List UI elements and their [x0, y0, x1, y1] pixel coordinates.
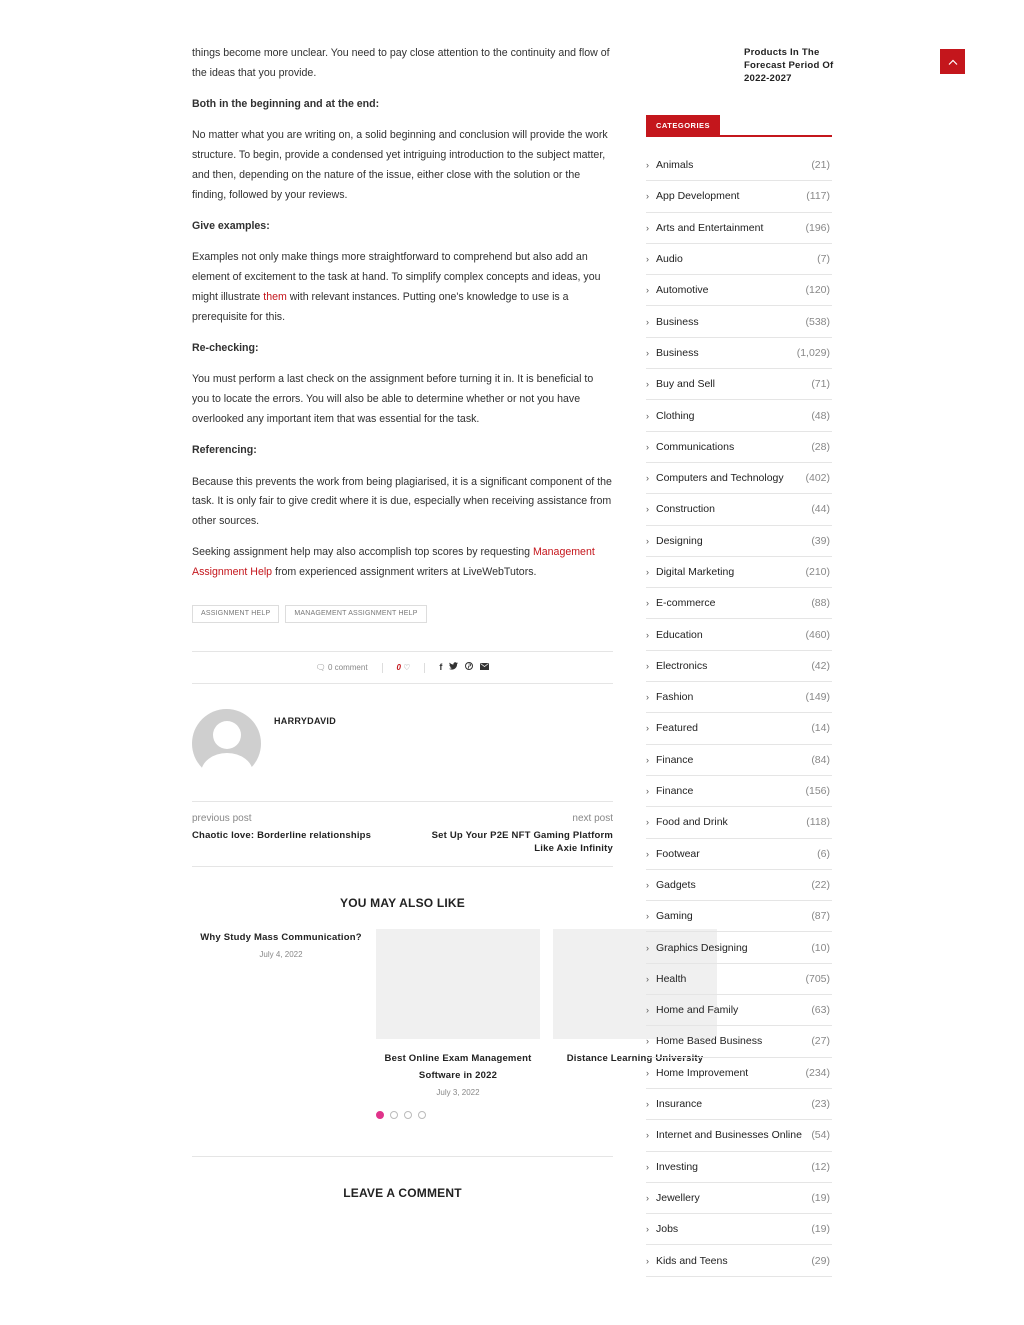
paragraph-text: Examples not only make things more straightforward to comprehend but also add an element of excitement to the task at hand. To simplify complex concepts and ideas, you might illustrate — [192, 251, 601, 303]
like-button[interactable] — [397, 658, 411, 678]
chevron-right-icon: › — [646, 285, 649, 296]
chevron-right-icon: › — [646, 879, 649, 890]
category-link[interactable]: Computers and Technology — [656, 472, 784, 485]
sidebar-category-item[interactable] — [646, 619, 832, 650]
sidebar-category-item[interactable] — [646, 1120, 832, 1151]
category-count: (12) — [811, 1160, 830, 1173]
chevron-right-icon: › — [646, 191, 649, 202]
avatar-shoulders — [201, 753, 253, 793]
next-post-link[interactable]: Set Up Your P2E NFT Gaming Platform Like Axie Infinity — [431, 830, 613, 855]
categories-title: CATEGORIES — [646, 115, 720, 137]
sidebar-category-item[interactable] — [646, 651, 832, 682]
avatar[interactable] — [192, 709, 261, 778]
related-post-date: July 3, 2022 — [436, 1087, 480, 1097]
category-link[interactable]: Digital Marketing — [656, 566, 735, 578]
category-link[interactable]: Communications — [656, 440, 735, 453]
category-link[interactable]: Business — [656, 346, 699, 359]
sidebar-category-item[interactable] — [646, 1089, 832, 1120]
previous-post — [192, 812, 394, 866]
sidebar-category-item[interactable] — [646, 682, 832, 713]
chevron-right-icon: › — [646, 535, 649, 546]
category-count: (705) — [805, 972, 830, 985]
category-link[interactable]: Gadgets — [656, 878, 696, 891]
sidebar-category-item[interactable] — [646, 275, 832, 306]
category-count: (84) — [811, 753, 830, 766]
category-count: (19) — [811, 1223, 830, 1236]
author-name[interactable]: HARRYDAVID — [274, 716, 337, 727]
category-link[interactable]: Investing — [656, 1160, 699, 1173]
category-count: (48) — [811, 409, 830, 422]
chevron-right-icon: › — [646, 222, 649, 233]
sidebar-promo-link[interactable]: Products In The Forecast Period Of 2022-2027 — [744, 47, 834, 84]
category-count: (234) — [805, 1066, 830, 1079]
sidebar-category-item[interactable] — [646, 1245, 832, 1276]
related-post-date: July 4, 2022 — [259, 949, 303, 959]
chevron-right-icon: › — [646, 848, 649, 859]
category-link[interactable]: Home Based Business — [656, 1035, 763, 1048]
category-count: (10) — [811, 941, 830, 954]
paragraph: No matter what you are writing on, a solid beginning and conclusion will provide the work structure. To begin, provide a condensed yet intriguing introduction to the subject matter, and then, depending on the nature of the issue, either close with the solution or the finding, followed by your reviews. — [192, 129, 608, 201]
comment-count: 0 comment — [327, 662, 368, 672]
category-link[interactable]: Food and Drink — [656, 816, 728, 829]
sidebar-category-item[interactable] — [646, 400, 832, 431]
paragraph — [192, 248, 613, 327]
sidebar-category-item[interactable] — [646, 557, 832, 588]
category-count: (22) — [811, 878, 830, 891]
author-box — [192, 709, 613, 802]
post-meta-bar — [192, 651, 613, 684]
chevron-right-icon: › — [646, 1161, 649, 1172]
category-count: (63) — [811, 1004, 830, 1017]
inline-link-them[interactable]: them — [263, 290, 287, 303]
sidebar-category-item[interactable] — [646, 150, 832, 181]
sidebar-category-item[interactable] — [646, 713, 832, 744]
paragraph — [192, 543, 613, 583]
categories-header — [646, 115, 832, 137]
category-link[interactable]: Designing — [656, 534, 703, 547]
chevron-right-icon: › — [646, 1255, 649, 1266]
chevron-right-icon: › — [646, 660, 649, 671]
category-link[interactable]: Internet and Businesses Online — [656, 1129, 802, 1142]
section-heading: Give examples: — [192, 220, 270, 233]
sidebar-category-item[interactable] — [646, 1183, 832, 1214]
avatar-head — [213, 721, 241, 749]
carousel-dot[interactable] — [404, 1111, 412, 1119]
categories-list — [646, 150, 832, 1277]
category-link[interactable]: Audio — [656, 253, 683, 266]
inline-link-management-assignment-help[interactable]: Management Assignment Help — [192, 546, 595, 579]
chevron-right-icon: › — [646, 942, 649, 953]
sidebar-category-item[interactable] — [646, 494, 832, 525]
divider — [192, 1156, 613, 1157]
category-count: (14) — [811, 722, 830, 735]
category-link[interactable]: Gaming — [656, 910, 693, 923]
chevron-right-icon: › — [646, 911, 649, 922]
sidebar-category-item[interactable] — [646, 526, 832, 557]
chevron-right-icon: › — [646, 410, 649, 421]
category-link[interactable]: Featured — [656, 722, 699, 735]
like-count: 0 — [396, 662, 401, 672]
category-count: (1,029) — [796, 346, 830, 359]
comment-count-link[interactable] — [316, 658, 368, 678]
category-link[interactable]: Health — [656, 972, 687, 985]
chevron-right-icon: › — [646, 973, 649, 984]
chevron-up-icon — [948, 59, 958, 65]
category-count: (42) — [811, 659, 830, 672]
category-count: (118) — [806, 816, 830, 829]
sidebar-category-item[interactable] — [646, 463, 832, 494]
section-heading: Both in the beginning and at the end: — [192, 98, 380, 111]
post-tags — [192, 605, 613, 623]
category-count: (210) — [805, 566, 830, 578]
category-link[interactable]: App Development — [656, 190, 740, 203]
section-heading: Re-checking: — [192, 342, 259, 355]
category-link[interactable]: Kids and Teens — [656, 1254, 728, 1267]
category-link[interactable]: Business — [656, 315, 699, 328]
related-post-card — [376, 929, 540, 1100]
post-navigation — [192, 802, 613, 867]
category-count: (19) — [811, 1191, 830, 1204]
carousel-dot[interactable] — [418, 1111, 426, 1119]
sidebar-category-item[interactable] — [646, 369, 832, 400]
category-count: (21) — [811, 159, 830, 172]
chevron-right-icon: › — [646, 347, 649, 358]
chevron-right-icon: › — [646, 316, 649, 327]
category-link[interactable]: Home and Family — [656, 1004, 739, 1017]
category-link[interactable]: Clothing — [656, 409, 695, 422]
chevron-right-icon: › — [646, 1099, 649, 1110]
sidebar-category-item[interactable] — [646, 776, 832, 807]
category-count: (7) — [817, 253, 830, 266]
category-count: (71) — [811, 378, 830, 391]
category-link[interactable]: Home Improvement — [656, 1066, 749, 1079]
sidebar-category-item[interactable] — [646, 244, 832, 275]
paragraph-text: Seeking assignment help may also accomplish top scores by requesting — [192, 546, 533, 559]
category-count: (29) — [811, 1254, 830, 1267]
category-count: (23) — [811, 1098, 830, 1111]
category-count: (117) — [806, 190, 830, 203]
sidebar-category-item[interactable] — [646, 870, 832, 901]
sidebar-category-item[interactable] — [646, 839, 832, 870]
sidebar-category-item[interactable] — [646, 181, 832, 212]
related-post-card — [199, 929, 363, 962]
category-count: (196) — [805, 221, 830, 234]
chevron-right-icon: › — [646, 254, 649, 265]
previous-post-link[interactable]: Chaotic love: Borderline relationships — [192, 830, 372, 842]
tag-assignment-help[interactable]: ASSIGNMENT HELP — [192, 605, 279, 623]
chevron-right-icon: › — [646, 379, 649, 390]
chevron-right-icon: › — [646, 629, 649, 640]
category-count: (149) — [805, 691, 830, 704]
paragraph: things become more unclear. You need to pay close attention to the continuity and flow of the ideas that you provide. — [192, 47, 610, 79]
chevron-right-icon: › — [646, 1192, 649, 1203]
category-count: (538) — [805, 315, 830, 328]
divider — [382, 663, 383, 673]
carousel-dots — [376, 1111, 426, 1119]
category-count: (402) — [805, 472, 830, 485]
paragraph-text: with relevant instances. Putting one's knowledge to use is a prerequisite for this. — [192, 290, 569, 323]
back-to-top-button[interactable] — [940, 49, 965, 74]
category-count: (54) — [811, 1129, 830, 1142]
related-post-thumbnail[interactable] — [376, 929, 540, 1039]
category-link[interactable]: Buy and Sell — [656, 378, 715, 391]
twitter-icon[interactable] — [449, 658, 458, 678]
divider — [424, 663, 425, 673]
category-link[interactable]: Electronics — [656, 659, 708, 672]
category-link[interactable]: Education — [656, 628, 703, 641]
paragraph: Because this prevents the work from being plagiarised, it is a significant component of the task. It is only fair to give credit where it is due, especially when receiving assistance from other sources. — [192, 475, 612, 528]
section-heading: Referencing: — [192, 444, 257, 457]
sidebar-category-item[interactable] — [646, 995, 832, 1026]
sidebar-category-item[interactable] — [646, 306, 832, 337]
sidebar-category-item[interactable] — [646, 432, 832, 463]
category-count: (88) — [811, 597, 830, 610]
chevron-right-icon: › — [646, 567, 649, 577]
chevron-right-icon: › — [646, 598, 649, 609]
category-link[interactable]: Finance — [656, 785, 694, 798]
category-count: (39) — [811, 534, 830, 547]
sidebar-category-item[interactable] — [646, 1026, 832, 1057]
paragraph: You must perform a last check on the assignment before turning it in. It is beneficial to you to locate the errors. You will also be able to determine whether or not you have overlooked any important item that was essential for the task. — [192, 373, 594, 425]
sidebar-category-item[interactable] — [646, 807, 832, 838]
chevron-right-icon: › — [646, 754, 649, 765]
category-count: (44) — [811, 503, 830, 516]
sidebar-category-item[interactable] — [646, 1058, 832, 1089]
category-link[interactable]: Footwear — [656, 847, 700, 860]
chevron-right-icon: › — [646, 1224, 649, 1235]
category-link[interactable]: Animals — [656, 159, 694, 172]
chevron-right-icon: › — [646, 160, 649, 171]
next-post — [411, 812, 613, 866]
sidebar-category-item[interactable] — [646, 1214, 832, 1245]
category-link[interactable]: Insurance — [656, 1098, 703, 1111]
category-count: (156) — [805, 785, 830, 798]
tag-management-assignment-help[interactable]: MANAGEMENT ASSIGNMENT HELP — [285, 605, 426, 623]
leave-comment-title: LEAVE A COMMENT — [343, 1185, 462, 1200]
category-link[interactable]: E-commerce — [656, 597, 716, 610]
category-count: (6) — [817, 847, 830, 860]
sidebar-category-item[interactable] — [646, 964, 832, 995]
sidebar-category-item[interactable] — [646, 588, 832, 619]
category-count: (28) — [811, 440, 830, 453]
category-link[interactable]: Fashion — [656, 691, 694, 704]
chevron-right-icon: › — [646, 504, 649, 515]
sidebar-category-item[interactable] — [646, 901, 832, 932]
related-post-title[interactable]: Why Study Mass Communication? — [200, 931, 362, 943]
chevron-right-icon: › — [646, 1005, 649, 1016]
related-post-title[interactable]: Best Online Exam Management Software in 2022 — [384, 1052, 532, 1081]
chevron-right-icon: › — [646, 1067, 649, 1078]
sidebar-category-item[interactable] — [646, 932, 832, 963]
previous-post-label: previous post — [192, 813, 252, 825]
sidebar-category-item[interactable] — [646, 338, 832, 369]
facebook-icon[interactable]: f — [439, 661, 443, 672]
category-link[interactable]: Automotive — [656, 284, 709, 297]
category-count: (27) — [811, 1035, 830, 1048]
paragraph-text: from experienced assignment writers at LiveWebTutors. — [272, 566, 537, 579]
chevron-right-icon: › — [646, 692, 649, 703]
category-count: (460) — [805, 628, 830, 641]
chevron-right-icon: › — [646, 1130, 649, 1141]
comment-icon: 🗨︎ — [315, 662, 328, 672]
chevron-right-icon: › — [646, 723, 649, 734]
chevron-right-icon: › — [646, 817, 649, 828]
share-buttons — [439, 658, 489, 678]
related-post-title[interactable]: Distance Learning University — [566, 1052, 704, 1064]
chevron-right-icon: › — [646, 473, 649, 484]
category-link[interactable]: Jobs — [656, 1223, 679, 1236]
sidebar-category-item[interactable] — [646, 1152, 832, 1183]
carousel-dot[interactable] — [390, 1111, 398, 1119]
sidebar-category-item[interactable] — [646, 213, 832, 244]
category-link[interactable]: Construction — [656, 503, 715, 516]
chevron-right-icon: › — [646, 786, 649, 797]
category-count: (120) — [805, 284, 830, 297]
category-link[interactable]: Finance — [656, 753, 694, 766]
sidebar-category-item[interactable] — [646, 745, 832, 776]
category-link[interactable]: Jewellery — [656, 1191, 700, 1204]
category-link[interactable]: Graphics Designing — [656, 941, 748, 954]
pinterest-icon[interactable] — [465, 658, 473, 678]
carousel-dot[interactable] — [376, 1111, 384, 1119]
envelope-icon[interactable] — [480, 658, 489, 678]
related-posts-title: YOU MAY ALSO LIKE — [340, 896, 465, 911]
next-post-label: next post — [572, 813, 613, 825]
chevron-right-icon: › — [646, 1036, 649, 1047]
heart-icon: ♡ — [403, 662, 411, 672]
category-link[interactable]: Arts and Entertainment — [656, 221, 764, 234]
chevron-right-icon: › — [646, 441, 649, 452]
category-count: (87) — [811, 910, 830, 923]
